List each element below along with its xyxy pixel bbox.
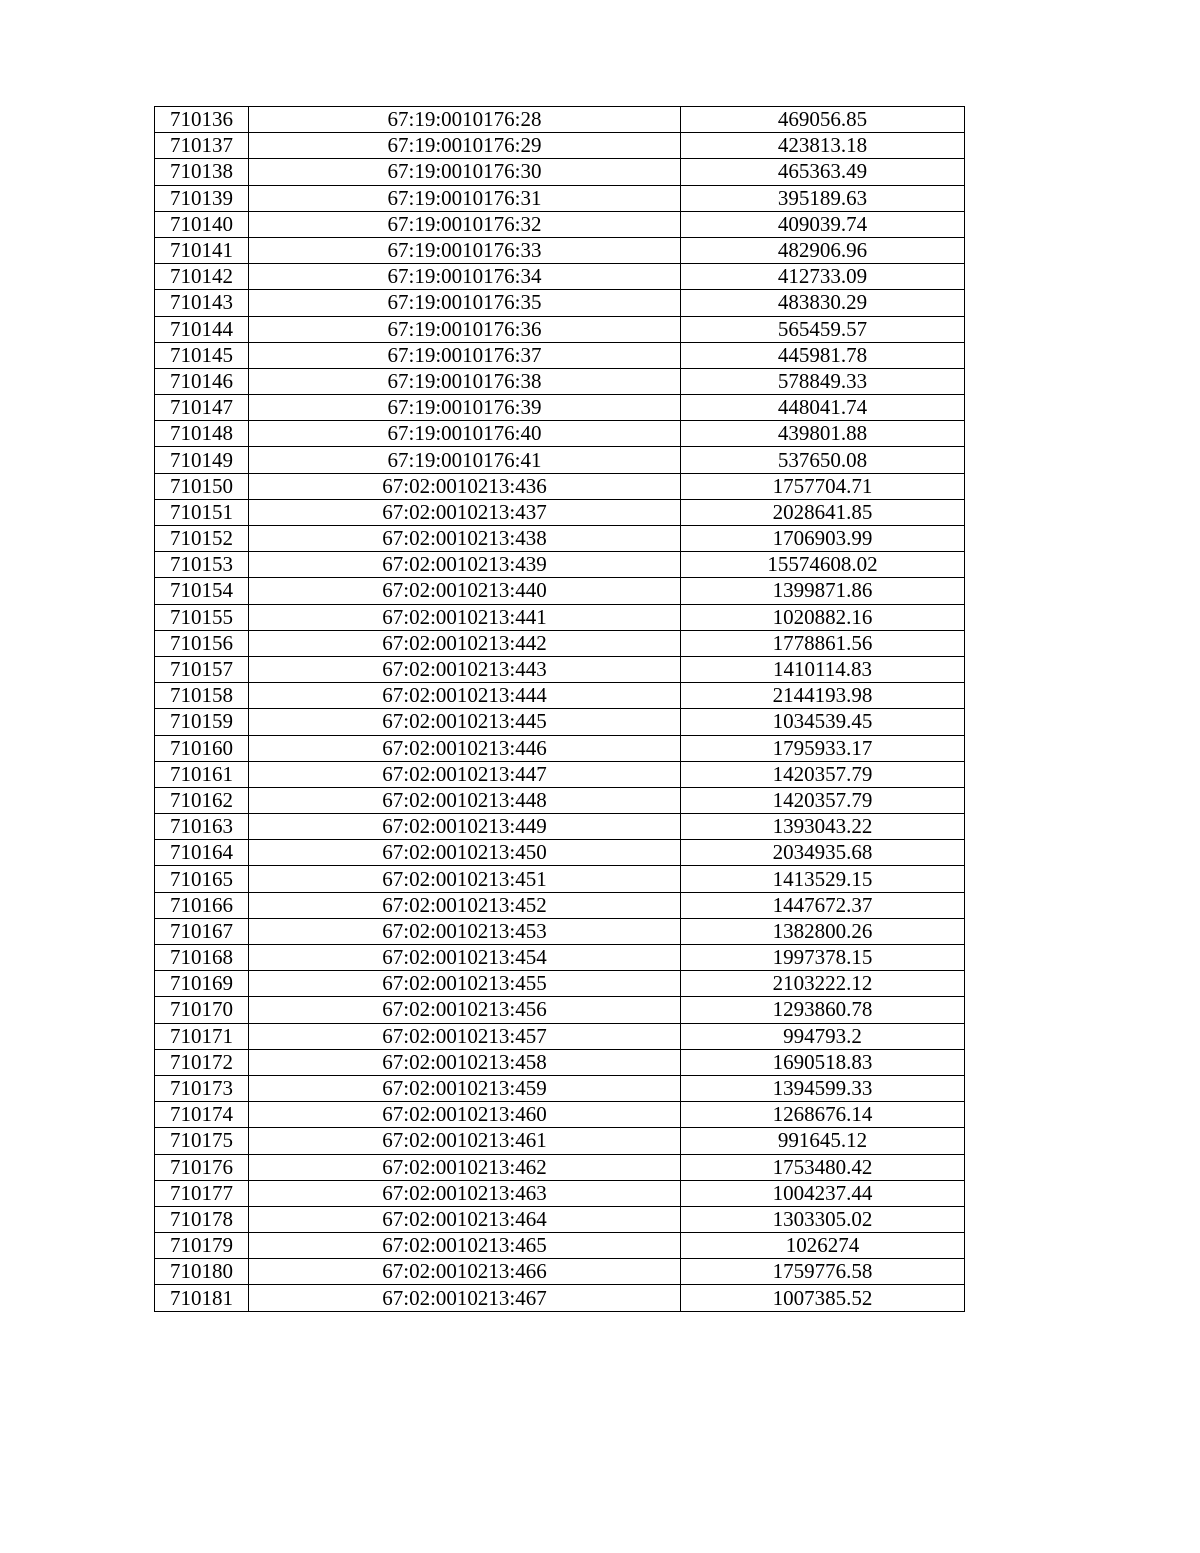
table-row: [155, 159, 965, 185]
table-row: [155, 1023, 965, 1049]
table-row: [155, 735, 965, 761]
cadastral-number-cell: 67:02:0010213:438: [249, 526, 681, 552]
row-id-cell: 710138: [155, 159, 249, 185]
table-row: [155, 552, 965, 578]
table-row: [155, 526, 965, 552]
value-cell: 1026274: [681, 1233, 965, 1259]
cadastral-number-cell: 67:02:0010213:436: [249, 473, 681, 499]
table-row: [155, 1154, 965, 1180]
table-row: [155, 840, 965, 866]
cadastral-number-cell: 67:02:0010213:452: [249, 892, 681, 918]
row-id-cell: 710161: [155, 761, 249, 787]
table-row: [155, 683, 965, 709]
value-cell: 565459.57: [681, 316, 965, 342]
cadastral-number-cell: 67:02:0010213:450: [249, 840, 681, 866]
cadastral-number-cell: 67:02:0010213:440: [249, 578, 681, 604]
table-row: [155, 368, 965, 394]
table-row: [155, 395, 965, 421]
value-cell: 1007385.52: [681, 1285, 965, 1311]
row-id-cell: 710173: [155, 1075, 249, 1101]
row-id-cell: 710168: [155, 945, 249, 971]
table-body: [155, 107, 965, 1312]
cadastral-number-cell: 67:02:0010213:460: [249, 1102, 681, 1128]
value-cell: 469056.85: [681, 107, 965, 133]
value-cell: 2034935.68: [681, 840, 965, 866]
row-id-cell: 710155: [155, 604, 249, 630]
table-row: [155, 1206, 965, 1232]
value-cell: 1759776.58: [681, 1259, 965, 1285]
cadastral-number-cell: 67:19:0010176:28: [249, 107, 681, 133]
value-cell: 423813.18: [681, 133, 965, 159]
table-row: [155, 997, 965, 1023]
table-row: [155, 264, 965, 290]
row-id-cell: 710165: [155, 866, 249, 892]
table-row: [155, 604, 965, 630]
row-id-cell: 710166: [155, 892, 249, 918]
value-cell: 1420357.79: [681, 787, 965, 813]
row-id-cell: 710181: [155, 1285, 249, 1311]
cadastral-number-cell: 67:02:0010213:458: [249, 1049, 681, 1075]
cadastral-number-cell: 67:02:0010213:439: [249, 552, 681, 578]
row-id-cell: 710150: [155, 473, 249, 499]
row-id-cell: 710137: [155, 133, 249, 159]
table-row: [155, 473, 965, 499]
value-cell: 1778861.56: [681, 630, 965, 656]
value-cell: 537650.08: [681, 447, 965, 473]
row-id-cell: 710176: [155, 1154, 249, 1180]
table-row: [155, 133, 965, 159]
cadastral-number-cell: 67:19:0010176:40: [249, 421, 681, 447]
table-row: [155, 447, 965, 473]
table-row: [155, 866, 965, 892]
value-cell: 1753480.42: [681, 1154, 965, 1180]
value-cell: 1382800.26: [681, 918, 965, 944]
cadastral-number-cell: 67:02:0010213:459: [249, 1075, 681, 1101]
value-cell: 1795933.17: [681, 735, 965, 761]
table-row: [155, 499, 965, 525]
row-id-cell: 710157: [155, 656, 249, 682]
row-id-cell: 710172: [155, 1049, 249, 1075]
value-cell: 412733.09: [681, 264, 965, 290]
value-cell: 2103222.12: [681, 971, 965, 997]
row-id-cell: 710147: [155, 395, 249, 421]
cadastral-number-cell: 67:19:0010176:29: [249, 133, 681, 159]
value-cell: 1004237.44: [681, 1180, 965, 1206]
row-id-cell: 710179: [155, 1233, 249, 1259]
value-cell: 483830.29: [681, 290, 965, 316]
cadastral-number-cell: 67:19:0010176:41: [249, 447, 681, 473]
row-id-cell: 710170: [155, 997, 249, 1023]
table-row: [155, 107, 965, 133]
row-id-cell: 710178: [155, 1206, 249, 1232]
table-row: [155, 918, 965, 944]
row-id-cell: 710142: [155, 264, 249, 290]
cadastral-number-cell: 67:02:0010213:456: [249, 997, 681, 1023]
row-id-cell: 710148: [155, 421, 249, 447]
cadastral-number-cell: 67:02:0010213:444: [249, 683, 681, 709]
cadastral-number-cell: 67:02:0010213:454: [249, 945, 681, 971]
cadastral-number-cell: 67:02:0010213:447: [249, 761, 681, 787]
row-id-cell: 710145: [155, 342, 249, 368]
table-row: [155, 892, 965, 918]
row-id-cell: 710169: [155, 971, 249, 997]
row-id-cell: 710167: [155, 918, 249, 944]
row-id-cell: 710143: [155, 290, 249, 316]
cadastral-number-cell: 67:19:0010176:36: [249, 316, 681, 342]
cadastral-number-cell: 67:19:0010176:32: [249, 211, 681, 237]
cadastral-number-cell: 67:19:0010176:31: [249, 185, 681, 211]
table-row: [155, 1233, 965, 1259]
table-row: [155, 761, 965, 787]
table-row: [155, 342, 965, 368]
row-id-cell: 710163: [155, 814, 249, 840]
value-cell: 1394599.33: [681, 1075, 965, 1101]
table-row: [155, 709, 965, 735]
value-cell: 482906.96: [681, 237, 965, 263]
value-cell: 1757704.71: [681, 473, 965, 499]
cadastral-number-cell: 67:02:0010213:451: [249, 866, 681, 892]
cadastral-number-cell: 67:02:0010213:466: [249, 1259, 681, 1285]
value-cell: 994793.2: [681, 1023, 965, 1049]
row-id-cell: 710139: [155, 185, 249, 211]
table-row: [155, 1259, 965, 1285]
row-id-cell: 710180: [155, 1259, 249, 1285]
cadastral-number-cell: 67:19:0010176:34: [249, 264, 681, 290]
cadastral-value-table: [154, 106, 965, 1312]
table-row: [155, 578, 965, 604]
row-id-cell: 710158: [155, 683, 249, 709]
row-id-cell: 710156: [155, 630, 249, 656]
row-id-cell: 710174: [155, 1102, 249, 1128]
row-id-cell: 710152: [155, 526, 249, 552]
table-row: [155, 316, 965, 342]
value-cell: 465363.49: [681, 159, 965, 185]
row-id-cell: 710140: [155, 211, 249, 237]
table-row: [155, 1049, 965, 1075]
value-cell: 2144193.98: [681, 683, 965, 709]
cadastral-number-cell: 67:02:0010213:443: [249, 656, 681, 682]
value-cell: 448041.74: [681, 395, 965, 421]
value-cell: 1303305.02: [681, 1206, 965, 1232]
cadastral-number-cell: 67:02:0010213:453: [249, 918, 681, 944]
value-cell: 1034539.45: [681, 709, 965, 735]
row-id-cell: 710175: [155, 1128, 249, 1154]
row-id-cell: 710159: [155, 709, 249, 735]
value-cell: 1410114.83: [681, 656, 965, 682]
row-id-cell: 710160: [155, 735, 249, 761]
value-cell: 445981.78: [681, 342, 965, 368]
cadastral-number-cell: 67:02:0010213:445: [249, 709, 681, 735]
cadastral-number-cell: 67:02:0010213:442: [249, 630, 681, 656]
table-row: [155, 421, 965, 447]
value-cell: 2028641.85: [681, 499, 965, 525]
table-row: [155, 1285, 965, 1311]
row-id-cell: 710144: [155, 316, 249, 342]
value-cell: 1399871.86: [681, 578, 965, 604]
row-id-cell: 710177: [155, 1180, 249, 1206]
value-cell: 439801.88: [681, 421, 965, 447]
table-row: [155, 814, 965, 840]
table-row: [155, 1128, 965, 1154]
row-id-cell: 710164: [155, 840, 249, 866]
cadastral-number-cell: 67:19:0010176:33: [249, 237, 681, 263]
table-row: [155, 290, 965, 316]
cadastral-number-cell: 67:19:0010176:38: [249, 368, 681, 394]
row-id-cell: 710136: [155, 107, 249, 133]
table-row: [155, 656, 965, 682]
cadastral-number-cell: 67:02:0010213:446: [249, 735, 681, 761]
cadastral-number-cell: 67:02:0010213:437: [249, 499, 681, 525]
value-cell: 15574608.02: [681, 552, 965, 578]
table-row: [155, 1075, 965, 1101]
table-row: [155, 787, 965, 813]
table-row: [155, 945, 965, 971]
cadastral-number-cell: 67:02:0010213:464: [249, 1206, 681, 1232]
cadastral-number-cell: 67:02:0010213:449: [249, 814, 681, 840]
cadastral-number-cell: 67:02:0010213:448: [249, 787, 681, 813]
table-row: [155, 185, 965, 211]
cadastral-number-cell: 67:02:0010213:463: [249, 1180, 681, 1206]
value-cell: 1393043.22: [681, 814, 965, 840]
cadastral-number-cell: 67:19:0010176:37: [249, 342, 681, 368]
value-cell: 1420357.79: [681, 761, 965, 787]
value-cell: 1997378.15: [681, 945, 965, 971]
value-cell: 1690518.83: [681, 1049, 965, 1075]
value-cell: 1706903.99: [681, 526, 965, 552]
value-cell: 578849.33: [681, 368, 965, 394]
value-cell: 409039.74: [681, 211, 965, 237]
table-row: [155, 971, 965, 997]
cadastral-number-cell: 67:19:0010176:35: [249, 290, 681, 316]
table-row: [155, 1102, 965, 1128]
cadastral-number-cell: 67:02:0010213:465: [249, 1233, 681, 1259]
cadastral-number-cell: 67:02:0010213:457: [249, 1023, 681, 1049]
row-id-cell: 710153: [155, 552, 249, 578]
row-id-cell: 710151: [155, 499, 249, 525]
cadastral-number-cell: 67:02:0010213:461: [249, 1128, 681, 1154]
cadastral-number-cell: 67:02:0010213:467: [249, 1285, 681, 1311]
row-id-cell: 710154: [155, 578, 249, 604]
row-id-cell: 710171: [155, 1023, 249, 1049]
value-cell: 1020882.16: [681, 604, 965, 630]
value-cell: 991645.12: [681, 1128, 965, 1154]
value-cell: 1447672.37: [681, 892, 965, 918]
table-row: [155, 630, 965, 656]
cadastral-number-cell: 67:02:0010213:441: [249, 604, 681, 630]
row-id-cell: 710141: [155, 237, 249, 263]
cadastral-number-cell: 67:19:0010176:30: [249, 159, 681, 185]
table-row: [155, 237, 965, 263]
value-cell: 395189.63: [681, 185, 965, 211]
table-row: [155, 1180, 965, 1206]
cadastral-number-cell: 67:19:0010176:39: [249, 395, 681, 421]
row-id-cell: 710149: [155, 447, 249, 473]
row-id-cell: 710146: [155, 368, 249, 394]
cadastral-number-cell: 67:02:0010213:455: [249, 971, 681, 997]
value-cell: 1293860.78: [681, 997, 965, 1023]
value-cell: 1268676.14: [681, 1102, 965, 1128]
value-cell: 1413529.15: [681, 866, 965, 892]
cadastral-number-cell: 67:02:0010213:462: [249, 1154, 681, 1180]
row-id-cell: 710162: [155, 787, 249, 813]
table-row: [155, 211, 965, 237]
